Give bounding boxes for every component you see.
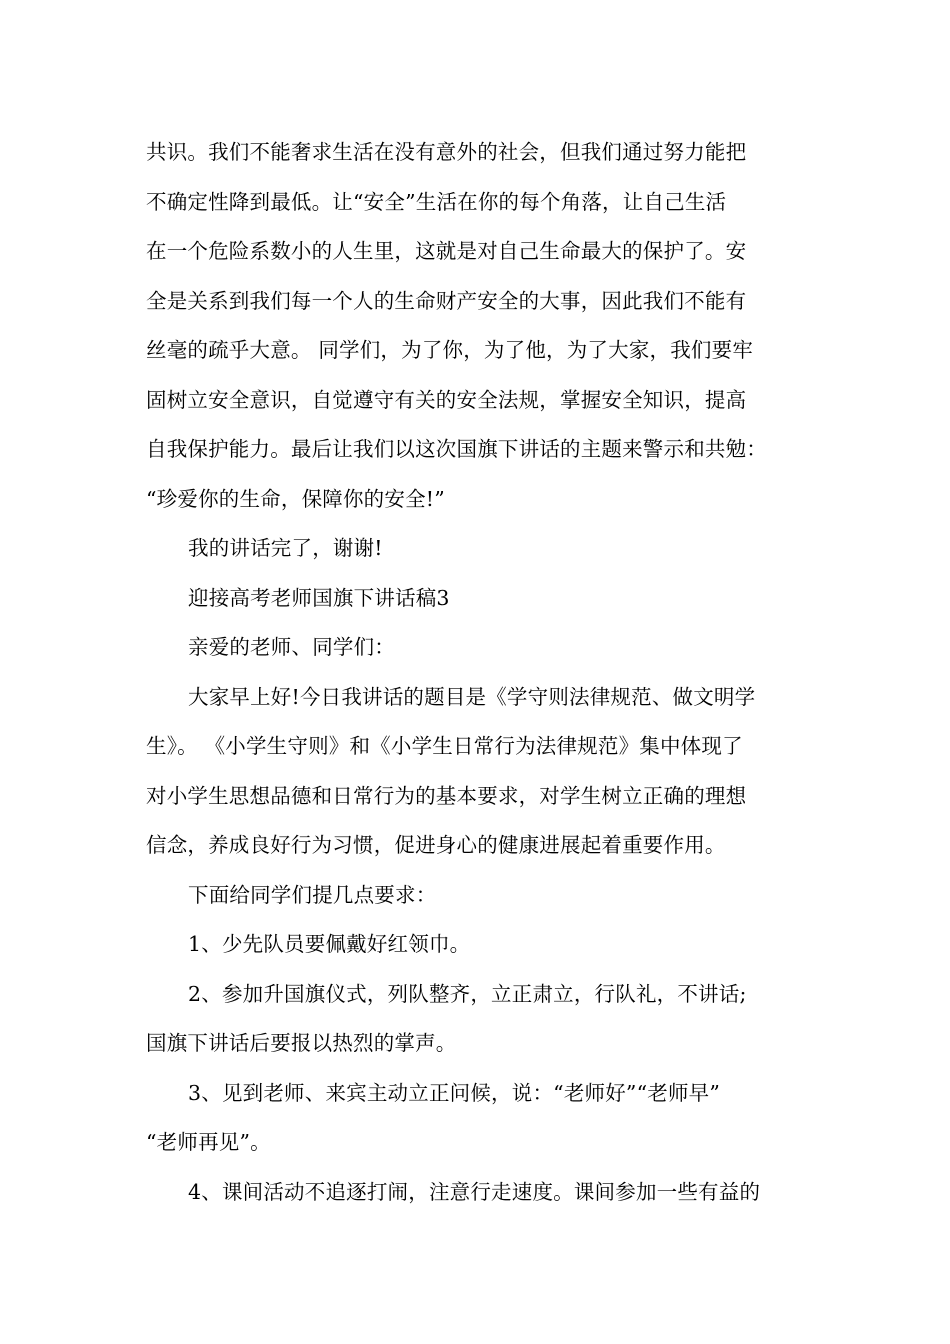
text-line: 固树立安全意识，自觉遵守有关的安全法规，掌握安全知识，提高 [146,387,747,412]
text-line: 下面给同学们提几点要求： [188,882,437,907]
text-line: 在一个危险系数小的人生里，这就是对自己生命最大的保护了。安 [146,239,747,263]
text-line: 大家早上好!今日我讲话的题目是《学守则法律规范、做文明学 [188,684,756,709]
section-title: 迎接高考老师国旗下讲话稿3 [188,585,450,610]
text-line: 我的讲话完了，谢谢! [188,536,383,560]
list-item: 4、课间活动不追逐打闹，注意行走速度。课间参加一些有益的 [188,1179,761,1204]
text-line: “珍爱你的生命，保障你的安全!” [146,486,445,511]
text-line: 不确定性降到最低。让“安全”生活在你的每个角落，让自己生活 [146,189,727,214]
text-line: 国旗下讲话后要报以热烈的掌声。 [146,1031,457,1055]
text-line: 生》。 《小学生守则》和《小学生日常行为法律规范》集中体现了 [146,734,743,758]
list-item: 3、见到老师、来宾主动立正问候，说：“老师好”“老师早” [188,1080,721,1105]
text-line: 信念，养成良好行为习惯，促进身心的健康进展起着重要作用。 [146,833,726,857]
text-line: 对小学生思想品德和日常行为的基本要求，对学生树立正确的理想 [146,783,747,808]
document-page [146,128,816,1217]
text-line: 丝毫的疏乎大意。 同学们，为了你，为了他，为了大家，我们要牢 [146,338,754,362]
text-line: “老师再见”。 [146,1130,271,1154]
list-item: 1、少先队员要佩戴好红领巾。 [188,932,471,956]
text-line: 共识。我们不能奢求生活在没有意外的社会，但我们通过努力能把 [146,140,747,164]
text-line: 全是关系到我们每一个人的生命财产安全的大事，因此我们不能有 [146,288,747,313]
salutation: 亲爱的老师、同学们： [188,635,395,659]
list-item: 2、参加升国旗仪式，列队整齐，立正肃立，行队礼，不讲话; [188,981,747,1006]
text-line: 自我保护能力。最后让我们以这次国旗下讲话的主题来警示和共勉： [146,437,767,461]
